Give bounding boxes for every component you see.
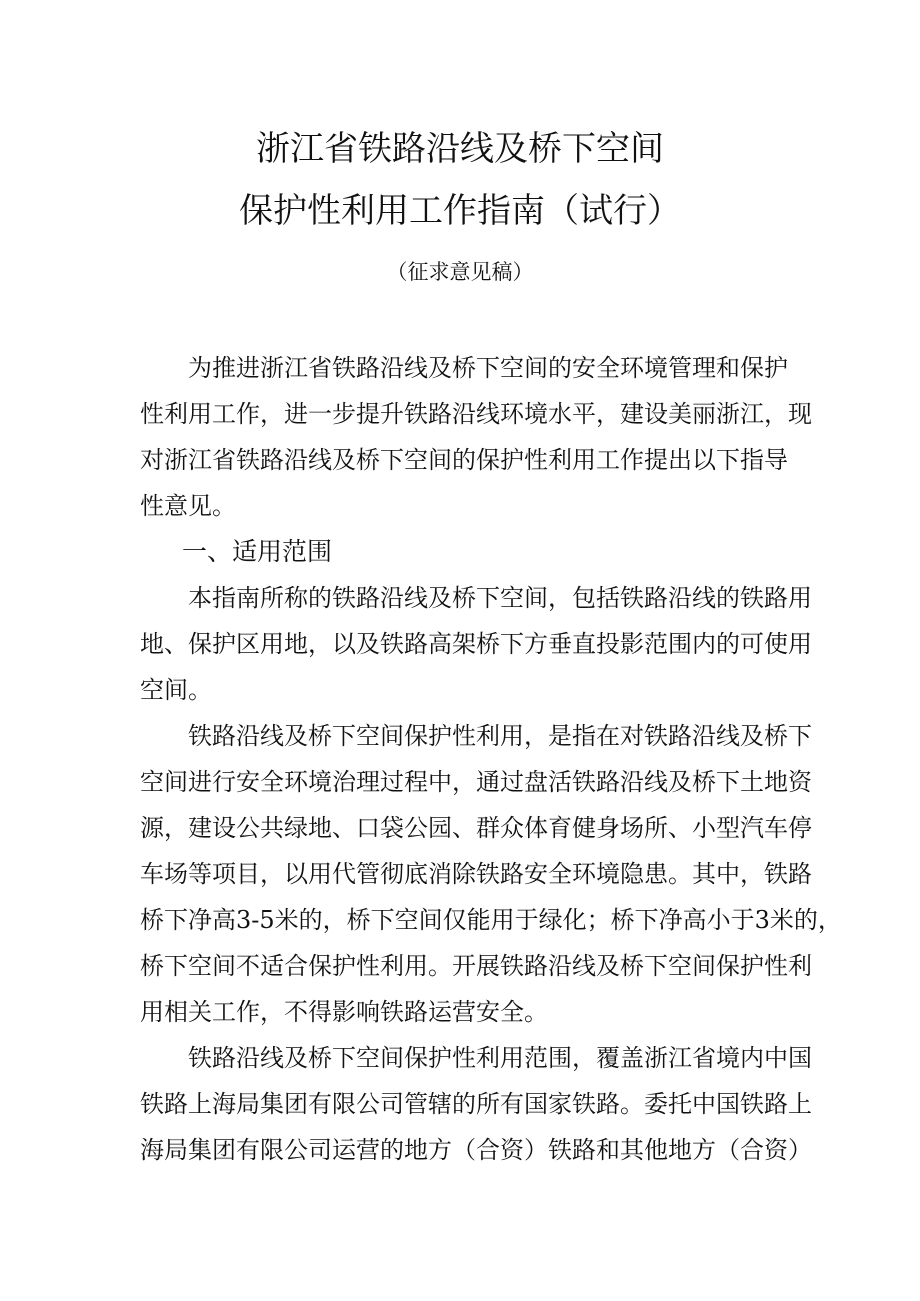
section-heading: 一、适用范围 (182, 537, 333, 566)
intro-line: 性意见。 (140, 492, 236, 520)
paragraph-line: 铁路沿线及桥下空间保护性利用范围，覆盖浙江省境内中国 (188, 1044, 812, 1072)
paragraph-line: 空间。 (140, 676, 212, 704)
paragraph-line: 桥下净高3-5米的，桥下空间仅能用于绿化；桥下净高小于3米的， (140, 906, 842, 934)
paragraph-line: 铁路上海局集团有限公司管辖的所有国家铁路。委托中国铁路上 (140, 1090, 812, 1118)
paragraph-line: 铁路沿线及桥下空间保护性利用，是指在对铁路沿线及桥下 (188, 722, 812, 750)
paragraph-line: 用相关工作，不得影响铁路运营安全。 (140, 998, 548, 1026)
intro-line: 为推进浙江省铁路沿线及桥下空间的安全环境管理和保护 (188, 354, 788, 382)
paragraph-line: 海局集团有限公司运营的地方（合资）铁路和其他地方（合资） (140, 1136, 812, 1164)
paragraph-line: 空间进行安全环境治理过程中，通过盘活铁路沿线及桥下土地资 (140, 768, 812, 796)
document-subtitle: （征求意见稿） (386, 260, 534, 284)
intro-line: 性利用工作，进一步提升铁路沿线环境水平，建设美丽浙江，现 (140, 400, 812, 428)
paragraph-line: 车场等项目，以用代管彻底消除铁路安全环境隐患。其中，铁路 (140, 860, 812, 888)
paragraph-line: 本指南所称的铁路沿线及桥下空间，包括铁路沿线的铁路用 (188, 584, 812, 612)
paragraph-line: 源，建设公共绿地、口袋公园、群众体育健身场所、小型汽车停 (140, 814, 812, 842)
paragraph-line: 地、保护区用地，以及铁路高架桥下方垂直投影范围内的可使用 (140, 630, 812, 658)
document-title-line-1: 浙江省铁路沿线及桥下空间 (256, 129, 664, 169)
paragraph-line: 桥下空间不适合保护性利用。开展铁路沿线及桥下空间保护性利 (140, 952, 812, 980)
intro-line: 对浙江省铁路沿线及桥下空间的保护性利用工作提出以下指导 (140, 446, 788, 474)
document-title-line-2: 保护性利用工作指南（试行） (239, 191, 681, 231)
